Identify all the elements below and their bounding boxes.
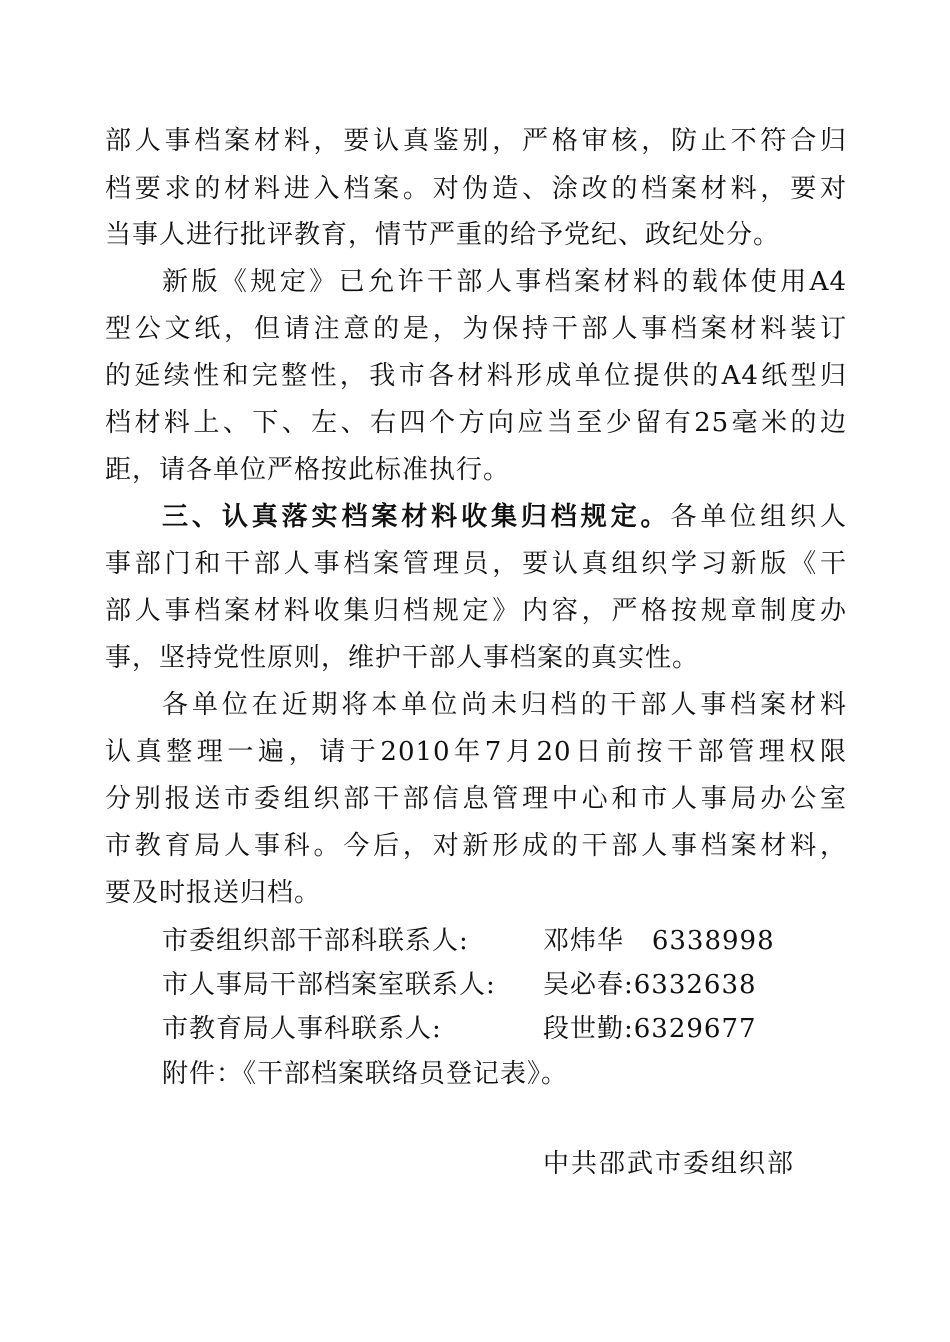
section-heading: 三、认真落实档案材料收集归档规定。 bbox=[162, 502, 671, 532]
contact-row bbox=[162, 1007, 802, 1051]
contact-row bbox=[162, 919, 802, 963]
contact-phone: 6329677 bbox=[633, 1014, 757, 1044]
contact-name: 邓炜华 bbox=[543, 926, 625, 956]
paragraph-line: 部人事档案材料收集归档规定》内容，严格按规章制度办 bbox=[105, 596, 847, 626]
contact-name-phone bbox=[543, 963, 757, 1007]
contact-label: 市人事局干部档案室联系人: bbox=[162, 970, 496, 1000]
paragraph-line: 分别报送市委组织部干部信息管理中心和市人事局办公室 bbox=[105, 784, 847, 814]
attachment-line: 附件：《干部档案联络员登记表》。 bbox=[162, 1059, 569, 1089]
contact-name: 段世勤: bbox=[543, 1014, 634, 1044]
paragraph-line: 档要求的材料进入档案。对伪造、涂改的档案材料，要对 bbox=[105, 174, 847, 204]
paragraph-text: 各单位组织人 bbox=[670, 502, 847, 532]
paragraph-line: 要及时报送归档。 bbox=[105, 878, 322, 908]
paragraph-line: 市教育局人事科。今后，对新形成的干部人事档案材料， bbox=[105, 831, 847, 861]
contact-name-phone bbox=[543, 919, 775, 963]
contact-phone: 6332638 bbox=[633, 970, 757, 1000]
paragraph-line: 档材料上、下、左、右四个方向应当至少留有25毫米的边 bbox=[105, 408, 847, 438]
contact-name-phone bbox=[543, 1007, 757, 1051]
signature: 中共邵武市委组织部 bbox=[543, 1149, 796, 1179]
contact-label: 市委组织部干部科联系人: bbox=[162, 926, 469, 956]
paragraph-line: 的延续性和完整性，我市各材料形成单位提供的A4纸型归 bbox=[105, 361, 847, 391]
contact-label: 市教育局人事科联系人: bbox=[162, 1014, 442, 1044]
contact-phone: 6338998 bbox=[651, 926, 775, 956]
paragraph-line: 新版《规定》已允许干部人事档案材料的载体使用A4 bbox=[162, 267, 847, 297]
paragraph-line: 事，坚持党性原则，维护干部人事档案的真实性。 bbox=[105, 643, 700, 673]
paragraph-line: 当事人进行批评教育，情节严重的给予党纪、政纪处分。 bbox=[105, 220, 781, 250]
paragraph-line bbox=[162, 493, 847, 541]
paragraph-line: 事部门和干部人事档案管理员，要认真组织学习新版《干 bbox=[105, 549, 847, 579]
paragraph-line: 型公文纸，但请注意的是，为保持干部人事档案材料装订 bbox=[105, 314, 847, 344]
contact-row bbox=[162, 963, 802, 1007]
paragraph-line: 各单位在近期将本单位尚未归档的干部人事档案材料 bbox=[162, 690, 847, 720]
paragraph-line: 认真整理一遍，请于2010年7月20日前按干部管理权限 bbox=[105, 737, 847, 767]
paragraph-line: 距，请各单位严格按此标准执行。 bbox=[105, 455, 511, 485]
contact-name: 吴必春: bbox=[543, 970, 634, 1000]
paragraph-line: 部人事档案材料，要认真鉴别，严格审核，防止不符合归 bbox=[105, 126, 847, 156]
